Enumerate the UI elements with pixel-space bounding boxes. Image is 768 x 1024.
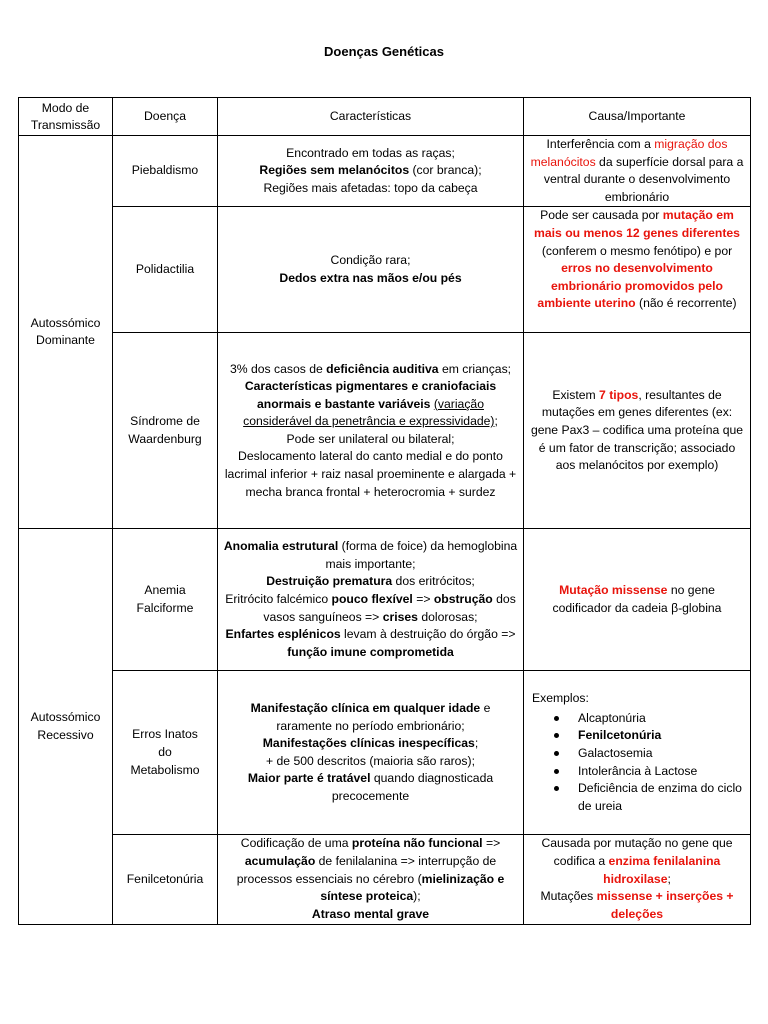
header-causa: Causa/Importante <box>524 98 751 136</box>
disease-name: Polidactilia <box>113 207 218 333</box>
examples-label: Exemplos: <box>532 691 589 706</box>
characteristics-cell: Condição rara; Dedos extra nas mãos e/ou pés <box>218 207 524 333</box>
cause-cell: Mutação missense no gene codificador da cadeia β-globina <box>524 529 751 671</box>
table-row <box>19 835 751 925</box>
cause-cell: Existem 7 tipos, resultantes de mutações em genes diferentes (ex: gene Pax3 – codifica uma proteína que é um fator de transcrição; associado aos melanócitos por exemplo) <box>524 333 751 529</box>
list-item: Fenilcetonúria <box>570 727 746 745</box>
table-row <box>19 333 751 529</box>
cause-cell: Pode ser causada por mutação em mais ou menos 12 genes diferentes (conferem o mesmo fenótipo) e por erros no desenvolvimento embrionário promovidos pelo ambiente uterino (não é recorrente) <box>524 207 751 333</box>
group-recessivo: Autossómico Recessivo <box>19 529 113 925</box>
disease-name: Anemia Falciforme <box>113 529 218 671</box>
characteristics-cell: 3% dos casos de deficiência auditiva em crianças; Características pigmentares e craniofaciais anormais e bastante variáveis (variação considerável da penetrância e expressividade); Pode ser unilateral ou bilateral; Deslocamento lateral do canto medial e do ponto lacrimal inferior + raiz nasal proeminente e alargada + mecha branca frontal + heterocromia + surdez <box>218 333 524 529</box>
header-modo: Modo de Transmissão <box>19 98 113 136</box>
table-row <box>19 207 751 333</box>
characteristics-cell: Codificação de uma proteína não funcional => acumulação de fenilalanina => interrupção de processos essenciais no cérebro (mielinização e síntese proteica); Atraso mental grave <box>218 835 524 925</box>
table-row <box>19 529 751 671</box>
genetic-diseases-table <box>18 97 751 925</box>
characteristics-cell: Anomalia estrutural (forma de foice) da hemoglobina mais importante; Destruição prematura dos eritrócitos; Eritrócito falcémico pouco flexível => obstrução dos vasos sanguíneos => crises dolorosas; Enfartes esplénicos levam à destruição do órgão => função imune comprometida <box>218 529 524 671</box>
disease-name: Piebaldismo <box>113 136 218 207</box>
disease-name: Síndrome de Waardenburg <box>113 333 218 529</box>
cause-cell: Interferência com a migração dos melanócitos da superfície dorsal para a ventral durante o desenvolvimento embrionário <box>524 136 751 207</box>
characteristics-cell: Encontrado em todas as raças; Regiões sem melanócitos (cor branca); Regiões mais afetadas: topo da cabeça <box>218 136 524 207</box>
document-title: Doenças Genéticas <box>324 44 444 59</box>
list-item: Deficiência de enzima do ciclo de ureia <box>570 780 746 815</box>
disease-name: Fenilcetonúria <box>113 835 218 925</box>
cause-cell <box>524 671 751 835</box>
list-item: Alcaptonúria <box>570 710 746 728</box>
characteristics-cell: Manifestação clínica em qualquer idade e raramente no período embrionário; Manifestações clínicas inespecíficas; + de 500 descritos (maioria são raros); Maior parte é tratável quando diagnosticada precocemente <box>218 671 524 835</box>
list-item: Intolerância à Lactose <box>570 763 746 781</box>
header-caracteristicas: Características <box>218 98 524 136</box>
table-row <box>19 136 751 207</box>
table-row <box>19 671 751 835</box>
group-dominante: Autossómico Dominante <box>19 136 113 529</box>
cause-cell: Causada por mutação no gene que codifica a enzima fenilalanina hidroxilase; Mutações missense + inserções + deleções <box>524 835 751 925</box>
header-doenca: Doença <box>113 98 218 136</box>
disease-name: Erros Inatos do Metabolismo <box>113 671 218 835</box>
header-row <box>19 98 751 136</box>
list-item: Galactosemia <box>570 745 746 763</box>
examples-list <box>532 710 746 816</box>
